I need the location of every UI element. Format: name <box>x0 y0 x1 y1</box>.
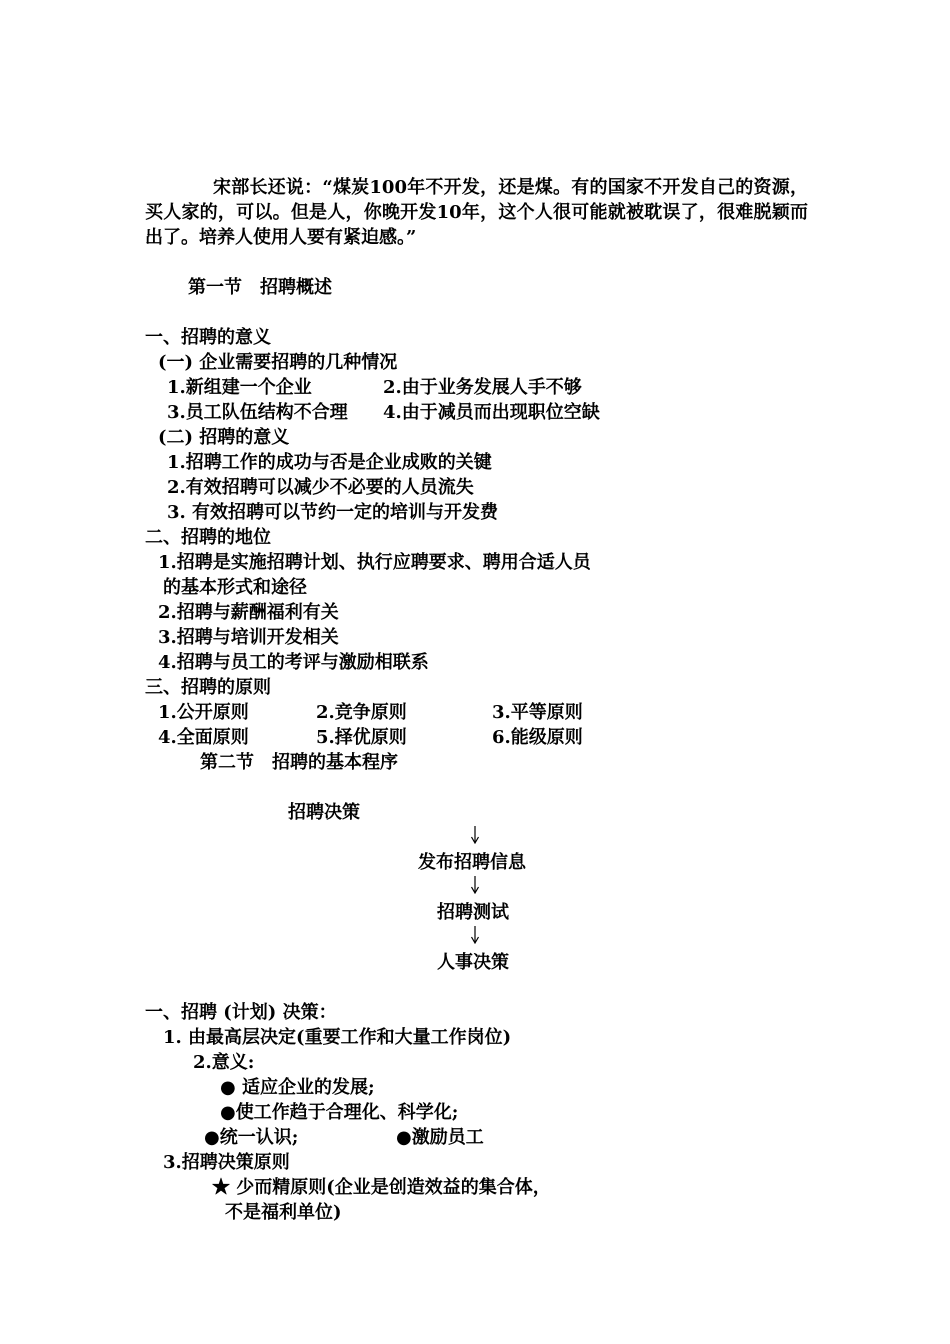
meaning-item-3: 3. 有效招聘可以节约一定的培训与开发费 <box>167 502 499 523</box>
bullet-1: ● 适应企业的发展; <box>220 1077 375 1098</box>
situation-item-3: 3.员工队伍结构不合理 <box>167 402 348 423</box>
situation-item-1: 1.新组建一个企业 <box>167 377 312 398</box>
part3-heading: 三、招聘的原则 <box>145 677 271 698</box>
meaning-item-1: 1.招聘工作的成功与否是企业成败的关键 <box>167 452 492 473</box>
status-item-4: 4.招聘与员工的考评与激励相联系 <box>158 652 429 673</box>
part1-sub2-heading: (二) 招聘的意义 <box>158 427 290 448</box>
flow-arrow-1 <box>470 826 480 844</box>
bullet-3: ●统一认识; <box>204 1127 299 1148</box>
principle-item-4: 4.全面原则 <box>158 727 249 748</box>
decision-point-3: 3.招聘决策原则 <box>163 1152 290 1173</box>
flow-step-2: 发布招聘信息 <box>418 852 526 873</box>
flow-step-3: 招聘测试 <box>437 902 509 923</box>
flow-arrow-2 <box>470 876 480 894</box>
decision-point-1: 1. 由最高层决定(重要工作和大量工作岗位) <box>163 1027 512 1048</box>
quote-paragraph: 宋部长还说：“煤炭100年不开发，还是煤。有的国家不开发自己的资源，买人家的，可以。但是人，你晚开发10年，这个人很可能就被耽误了，很难脱颖而出了。培养人使用人要有紧迫感。” <box>145 177 808 248</box>
principle-item-3: 3.平等原则 <box>492 702 583 723</box>
situation-item-2: 2.由于业务发展人手不够 <box>383 377 582 398</box>
star-principle-cont: 不是福利单位) <box>225 1202 342 1223</box>
principle-item-6: 6.能级原则 <box>492 727 583 748</box>
flow-step-4: 人事决策 <box>437 952 509 973</box>
principle-item-1: 1.公开原则 <box>158 702 249 723</box>
status-item-3: 3.招聘与培训开发相关 <box>158 627 339 648</box>
bullet-2: ●使工作趋于合理化、科学化; <box>220 1102 459 1123</box>
decision-heading: 一、招聘 (计划) 决策： <box>145 1002 337 1023</box>
meaning-item-2: 2.有效招聘可以减少不必要的人员流失 <box>167 477 474 498</box>
status-item-2: 2.招聘与薪酬福利有关 <box>158 602 339 623</box>
section2-title: 第二节 招聘的基本程序 <box>200 752 398 773</box>
principle-item-2: 2.竞争原则 <box>316 702 407 723</box>
bullet-4: ●激励员工 <box>396 1127 484 1148</box>
flow-arrow-3 <box>470 926 480 944</box>
flow-step-1: 招聘决策 <box>288 802 360 823</box>
part1-sub1-heading: (一) 企业需要招聘的几种情况 <box>158 352 398 373</box>
star-principle: ★ 少而精原则(企业是创造效益的集合体， <box>212 1177 551 1198</box>
section1-title: 第一节 招聘概述 <box>188 277 332 298</box>
part1-heading: 一、招聘的意义 <box>145 327 271 348</box>
decision-point-2: 2.意义: <box>193 1052 255 1073</box>
situation-item-4: 4.由于减员而出现职位空缺 <box>383 402 600 423</box>
part2-heading: 二、招聘的地位 <box>145 527 271 548</box>
status-item-1: 1.招聘是实施招聘计划、执行应聘要求、聘用合适人员 <box>158 552 591 573</box>
principle-item-5: 5.择优原则 <box>316 727 407 748</box>
status-item-1-cont: 的基本形式和途径 <box>163 577 307 598</box>
